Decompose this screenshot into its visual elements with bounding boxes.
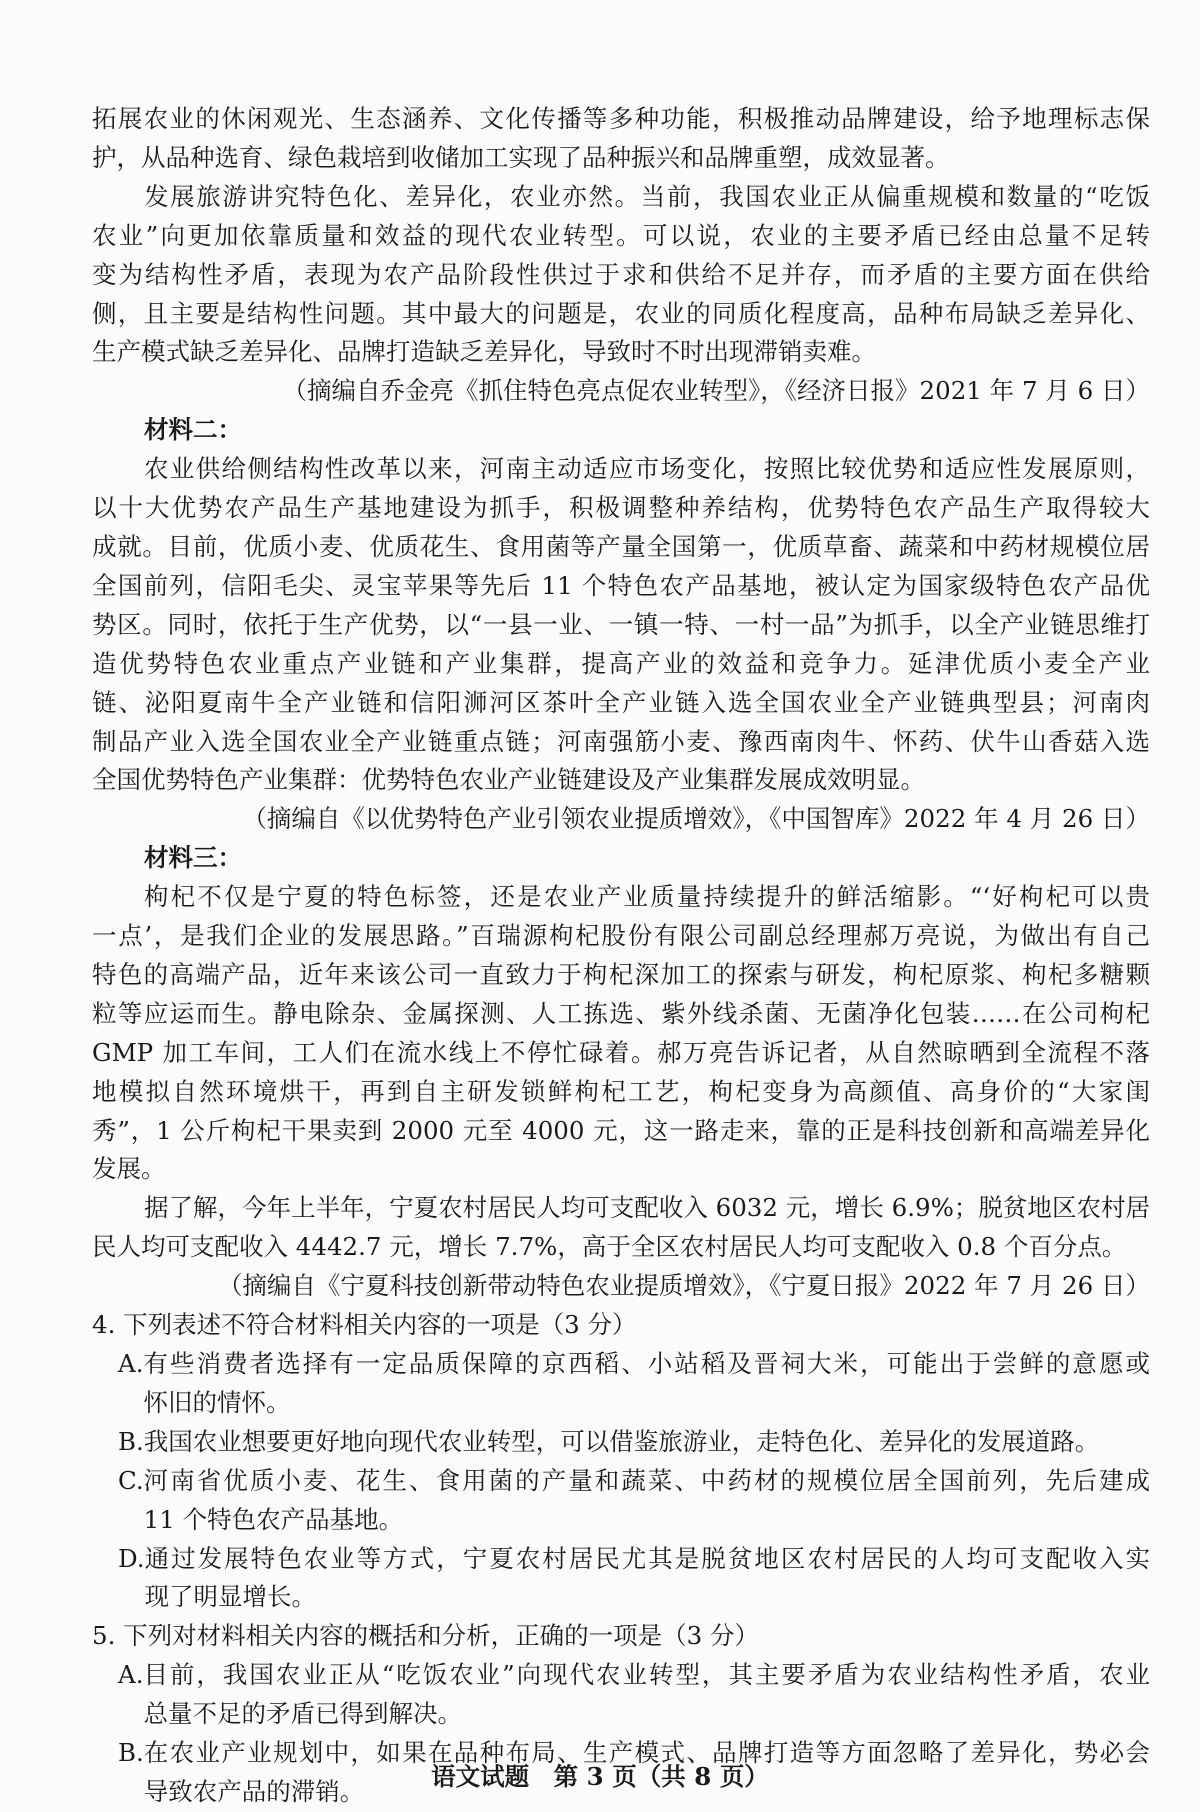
text-line: 发展旅游讲究特色化、差异化，农业亦然。当前，我国农业正从偏重规模和数量的“吃饭 <box>144 181 1150 211</box>
page-body <box>92 100 1150 1812</box>
text-line: GMP 加工车间，工人们在流水线上不停忙碌着。郝万亮告诉记者，从自然晾晒到全流程不落 <box>92 1037 1150 1067</box>
option-letter: B. <box>118 1738 144 1768</box>
text-line: 粒等应运而生。静电除杂、金属探测、人工拣选、紫外线杀菌、无菌净化包装……在公司枸杞 <box>92 998 1150 1028</box>
option-text-line: 通过发展特色农业等方式，宁夏农村居民尤其是脱贫地区农村居民的人均可支配收入实 <box>144 1543 1150 1573</box>
text-line: 成就。目前，优质小麦、优质花生、食用菌等产量全国第一，优质草畜、蔬菜和中药材规模位居 <box>92 531 1150 561</box>
answer-option-b <box>92 1423 1150 1462</box>
text-line: 枸杞不仅是宁夏的特色标签，还是农业产业质量持续提升的鲜活缩影。“‘好枸杞可以贵 <box>144 882 1150 912</box>
text-line: 特色的高端产品，近年来该公司一直致力于枸杞深加工的探索与研发，枸杞原浆、枸杞多糖颗 <box>92 959 1150 989</box>
text-line: 变为结构性矛盾，表现为农产品阶段性供过于求和供给不足并存，而矛盾的主要方面在供给 <box>92 259 1150 289</box>
text-line: 侧，且主要是结构性问题。其中最大的问题是，农业的同质化程度高，品种布局缺乏差异化、 <box>92 298 1150 328</box>
question-4-stem: 4. 下列表述不符合材料相关内容的一项是（3 分） <box>92 1310 637 1340</box>
text-line: 全国前列，信阳毛尖、灵宝苹果等先后 11 个特色农产品基地，被认定为国家级特色农产品优 <box>92 570 1150 600</box>
question-5-stem: 5. 下列对材料相关内容的概括和分析，正确的一项是（3 分） <box>92 1621 760 1651</box>
text-line: 农业供给侧结构性改革以来，河南主动适应市场变化，按照比较优势和适应性发展原则， <box>144 454 1150 484</box>
answer-option-c <box>92 1462 1150 1540</box>
text-line: 全国优势特色产业集群：优势特色农业产业链建设及产业集群发展成效明显。 <box>92 765 925 795</box>
option-text-line: 河南省优质小麦、花生、食用菌的产量和蔬菜、中药材的规模位居全国前列，先后建成 <box>143 1465 1150 1495</box>
page-footer: 语文试题 第 3 页（共 8 页） <box>431 1762 769 1791</box>
option-text-line: 11 个特色农产品基地。 <box>143 1504 404 1534</box>
option-letter: C. <box>118 1465 144 1495</box>
text-line: 拓展农业的休闲观光、生态涵养、文化传播等多种功能，积极推动品牌建设，给予地理标志保 <box>92 104 1150 133</box>
paragraph-development <box>92 178 1150 373</box>
text-line: 链、泌阳夏南牛全产业链和信阳浉河区茶叶全产业链入选全国农业全产业链典型县；河南肉 <box>92 687 1150 717</box>
option-text-line: 导致农产品的滞销。 <box>143 1776 365 1806</box>
material3-paragraph <box>92 878 1150 1189</box>
material3-income-paragraph <box>92 1189 1150 1267</box>
text-line: 护，从品种选育、绿色栽培到收储加工实现了品种振兴和品牌重塑，成效显著。 <box>92 142 950 172</box>
text-line: 秀”，1 公斤枸杞干果卖到 2000 元至 4000 元，这一路走来，靠的正是科技创新和高端差异化 <box>92 1115 1150 1145</box>
material3-heading: 材料三： <box>144 843 242 873</box>
option-letter: A. <box>118 1349 144 1378</box>
option-text-line: 现了明显增长。 <box>144 1582 317 1612</box>
text-line: 据了解，今年上半年，宁夏农村居民人均可支配收入 6032 元，增长 6.9%；脱贫地区农村居 <box>144 1193 1150 1223</box>
answer-option-d <box>92 1540 1150 1618</box>
option-text-line: 在农业产业规划中，如果在品种布局、生产模式、品牌打造等方面忽略了差异化，势必会 <box>143 1738 1150 1768</box>
text-line: 制品产业入选全国农业全产业链重点链；河南强筋小麦、豫西南肉牛、怀药、伏牛山香菇入选 <box>92 726 1150 756</box>
option-text-line: 怀旧的情怀。 <box>143 1387 291 1417</box>
text-line: 生产模式缺乏差异化、品牌打造缺乏差异化，导致时不时出现滞销卖难。 <box>92 337 876 367</box>
answer-option-a <box>92 1656 1150 1734</box>
option-text-line: 有些消费者选择有一定品质保障的京西稻、小站稻及晋祠大米，可能出于尝鲜的意愿或 <box>143 1349 1150 1378</box>
text-line: 农业”向更加依靠质量和效益的现代农业转型。可以说，农业的主要矛盾已经由总量不足转 <box>92 220 1150 250</box>
text-line: 一点’，是我们企业的发展思路。”百瑞源枸杞股份有限公司副总经理郝万亮说，为做出有自己 <box>92 921 1150 951</box>
text-line: 发展。 <box>92 1154 166 1184</box>
option-letter: A. <box>118 1660 144 1690</box>
material2-paragraph <box>92 450 1150 800</box>
question-4-options <box>92 1345 1150 1617</box>
text-line: 民人均可支配收入 4442.7 元，增长 7.7%，高于全区农村居民人均可支配收入 0.8 个百分点。 <box>92 1232 1127 1262</box>
source-citation-2: （摘编自《以优势特色产业引领农业提质增效》，《中国智库》2022 年 4 月 26 日） <box>242 804 1150 834</box>
option-letter: D. <box>118 1543 145 1573</box>
text-line: 以十大优势农产品生产基地建设为抓手，积极调整种养结构，优势特色农产品生产取得较大 <box>92 493 1150 523</box>
option-letter: B. <box>118 1426 144 1456</box>
material2-heading: 材料二： <box>144 415 242 445</box>
text-line: 势区。同时，依托于生产优势，以“一县一业、一镇一特、一村一品”为抓手，以全产业链思维打 <box>92 609 1150 639</box>
option-text-line: 总量不足的矛盾已得到解决。 <box>143 1699 462 1729</box>
source-citation-1: （摘编自乔金亮《抓住特色亮点促农业转型》，《经济日报》2021 年 7 月 6 日） <box>282 376 1150 406</box>
intro-paragraph <box>92 100 1150 178</box>
option-text-line: 目前，我国农业正从“吃饭农业”向现代农业转型，其主要矛盾为农业结构性矛盾，农业 <box>143 1660 1150 1690</box>
text-line: 地模拟自然环境烘干，再到自主研发锁鲜枸杞工艺，枸杞变身为高颜值、高身价的“大家闺 <box>92 1076 1150 1106</box>
answer-option-a <box>92 1345 1150 1423</box>
text-line: 造优势特色农业重点产业链和产业集群，提高产业的效益和竞争力。延津优质小麦全产业 <box>92 648 1150 678</box>
option-text-line: 我国农业想要更好地向现代农业转型，可以借鉴旅游业，走特色化、差异化的发展道路。 <box>143 1426 1100 1456</box>
source-citation-3: （摘编自《宁夏科技创新带动特色农业提质增效》，《宁夏日报》2022 年 7 月 26 日） <box>217 1271 1150 1301</box>
